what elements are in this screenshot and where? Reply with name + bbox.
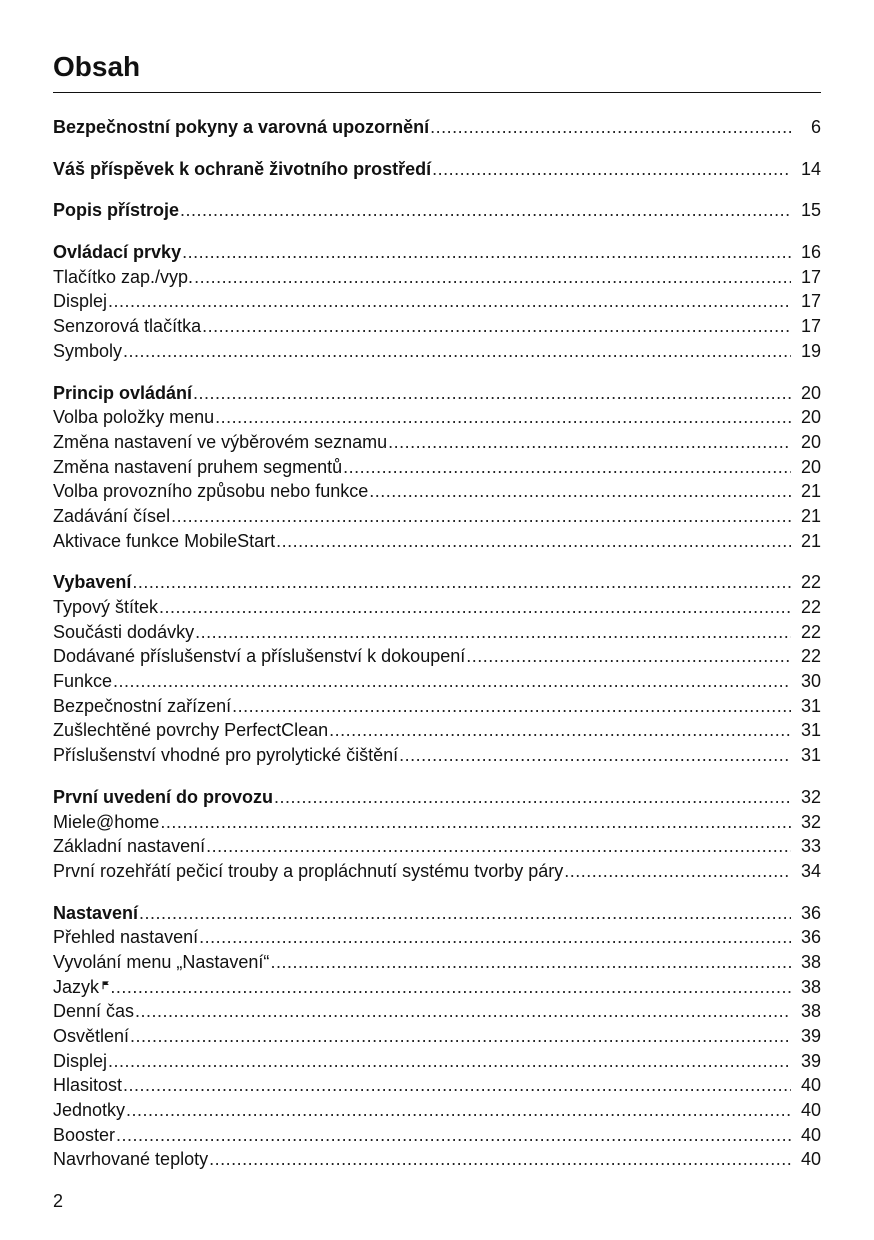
dot-leader xyxy=(108,1049,791,1074)
dot-leader xyxy=(180,198,791,223)
toc-page-number: 31 xyxy=(800,720,821,741)
toc-entry-label: Změna nastavení pruhem segmentů xyxy=(53,456,343,477)
toc-heading-entry[interactable] xyxy=(53,157,821,182)
dot-leader xyxy=(202,314,791,339)
toc-page-number: 22 xyxy=(800,572,821,593)
dot-leader xyxy=(159,595,791,620)
toc-page-number: 17 xyxy=(800,316,821,337)
toc-page-number: 21 xyxy=(800,505,821,526)
toc-section xyxy=(53,198,821,223)
toc-entry[interactable] xyxy=(53,718,821,743)
dot-leader xyxy=(343,455,791,480)
toc-entry-label: Součásti dodávky xyxy=(53,621,195,642)
toc-entry-label: Senzorová tlačítka xyxy=(53,316,202,337)
toc-entry[interactable] xyxy=(53,1049,821,1074)
toc-entry-label: Vyvolání menu „Nastavení“ xyxy=(53,951,270,972)
toc-page-number: 39 xyxy=(800,1026,821,1046)
toc-page-number: 22 xyxy=(800,646,821,667)
toc-entry[interactable] xyxy=(53,430,821,455)
page-title: Obsah xyxy=(53,51,141,82)
toc-section xyxy=(53,570,821,768)
toc-entry-label: Symboly xyxy=(53,340,123,361)
title-divider xyxy=(53,92,821,93)
toc-page-number: 31 xyxy=(800,695,821,716)
toc-entry-label: Denní čas xyxy=(53,1001,135,1022)
dot-leader xyxy=(182,240,791,265)
toc-section xyxy=(53,785,821,884)
toc-page-number: 39 xyxy=(800,1050,821,1071)
toc-entry[interactable] xyxy=(53,644,821,669)
toc-section xyxy=(53,115,821,140)
dot-leader xyxy=(329,718,791,743)
toc-entry[interactable] xyxy=(53,595,821,620)
toc-page-number: 21 xyxy=(800,481,821,502)
dot-leader xyxy=(108,289,791,314)
dot-leader xyxy=(399,743,791,768)
toc-entry[interactable] xyxy=(53,405,821,430)
toc-heading-entry[interactable] xyxy=(53,570,821,595)
dot-leader xyxy=(430,115,791,140)
dot-leader xyxy=(276,529,791,554)
dot-leader xyxy=(113,669,791,694)
toc-entry[interactable] xyxy=(53,694,821,719)
toc-heading-entry[interactable] xyxy=(53,240,821,265)
toc-entry-label: Změna nastavení ve výběrovém seznamu xyxy=(53,431,388,452)
toc-page-number: 17 xyxy=(800,266,821,287)
toc-entry-label: Zušlechtěné povrchy PerfectClean xyxy=(53,720,329,741)
dot-leader xyxy=(132,570,791,595)
toc-page-number: 40 xyxy=(800,1149,821,1170)
toc-entry-label: Bezpečnostní zařízení xyxy=(53,695,232,716)
toc-entry[interactable] xyxy=(53,314,821,339)
toc-page-number: 16 xyxy=(800,242,821,263)
dot-leader xyxy=(126,1098,791,1123)
page-number: 2 xyxy=(53,1191,64,1211)
toc-entry[interactable] xyxy=(53,1024,821,1049)
toc-entry-label: Základní nastavení xyxy=(53,836,206,857)
toc-entry[interactable] xyxy=(53,529,821,554)
dot-leader xyxy=(215,405,791,430)
toc-heading-entry[interactable] xyxy=(53,381,821,406)
dot-leader xyxy=(274,785,791,810)
toc-heading-entry[interactable] xyxy=(53,785,821,810)
toc-entry-label: Bezpečnostní pokyny a varovná upozornění xyxy=(53,117,430,137)
toc-page-number: 21 xyxy=(800,530,821,551)
toc-page-number: 34 xyxy=(800,860,821,881)
dot-leader xyxy=(232,694,791,719)
toc-entry-label: Popis přístroje xyxy=(53,200,180,221)
toc-entry[interactable] xyxy=(53,975,821,1000)
toc-page-number: 38 xyxy=(800,951,821,972)
dot-leader xyxy=(193,381,791,406)
dot-leader xyxy=(116,1123,791,1148)
toc-entry-label: Vybavení xyxy=(53,572,132,593)
toc-entry[interactable] xyxy=(53,1147,821,1172)
toc-entry-label: Příslušenství vhodné pro pyrolytické čištění xyxy=(53,745,399,766)
toc-heading-entry[interactable] xyxy=(53,115,821,140)
toc-page-number: 6 xyxy=(810,117,821,137)
toc-page-number: 40 xyxy=(800,1124,821,1145)
dot-leader xyxy=(206,834,791,859)
toc-section xyxy=(53,157,821,182)
toc-page-number: 40 xyxy=(800,1075,821,1096)
toc-entry[interactable] xyxy=(53,455,821,480)
toc-entry-label: Displej xyxy=(53,291,108,312)
toc-entry[interactable] xyxy=(53,339,821,364)
dot-leader xyxy=(135,999,791,1024)
flag-icon xyxy=(102,977,109,993)
toc-page-number: 36 xyxy=(800,902,821,923)
toc-heading-entry[interactable] xyxy=(53,901,821,926)
toc-page-number: 14 xyxy=(800,158,821,179)
toc-page-number: 22 xyxy=(800,621,821,642)
toc-page-number: 22 xyxy=(800,597,821,617)
dot-leader xyxy=(388,430,791,455)
toc-entry[interactable] xyxy=(53,1073,821,1098)
dot-leader xyxy=(564,859,791,884)
toc-entry-label: Ovládací prvky xyxy=(53,242,182,263)
toc-page-number: 36 xyxy=(800,927,821,948)
dot-leader xyxy=(130,1024,791,1049)
toc-page-number: 20 xyxy=(800,456,821,477)
toc-entry[interactable] xyxy=(53,925,821,950)
dot-leader xyxy=(160,810,791,835)
toc-entry[interactable] xyxy=(53,669,821,694)
dot-leader xyxy=(123,1073,791,1098)
toc-entry[interactable] xyxy=(53,743,821,768)
dot-leader xyxy=(194,265,791,290)
toc-page-number: 15 xyxy=(800,200,821,221)
toc-entry-label: Miele@home xyxy=(53,811,160,832)
table-of-contents xyxy=(53,115,821,1189)
dot-leader xyxy=(199,925,791,950)
toc-entry-label: Váš příspěvek k ochraně životního prostředí xyxy=(53,158,432,179)
dot-leader xyxy=(369,479,791,504)
toc-entry-label: Displej xyxy=(53,1050,108,1071)
toc-section xyxy=(53,901,821,1173)
toc-entry-label: Volba položky menu xyxy=(53,407,215,428)
dot-leader xyxy=(139,901,791,926)
toc-page-number: 33 xyxy=(800,836,821,857)
toc-entry-label: Jazyk xyxy=(53,976,100,997)
toc-page-number: 19 xyxy=(800,340,821,361)
toc-section xyxy=(53,381,821,554)
dot-leader xyxy=(195,620,791,645)
toc-page-number: 20 xyxy=(800,431,821,452)
toc-entry-label: Tlačítko zap./vyp. xyxy=(53,266,194,287)
toc-entry-label: Nastavení xyxy=(53,902,139,923)
toc-entry-label: Hlasitost xyxy=(53,1075,123,1096)
toc-entry[interactable] xyxy=(53,504,821,529)
toc-entry[interactable] xyxy=(53,999,821,1024)
toc-page-number: 32 xyxy=(800,786,821,807)
toc-entry[interactable] xyxy=(53,479,821,504)
toc-entry-label: Princip ovládání xyxy=(53,382,193,403)
toc-entry-label: Jednotky xyxy=(53,1100,126,1121)
toc-entry[interactable] xyxy=(53,265,821,290)
toc-entry-label: Zadávání čísel xyxy=(53,505,171,526)
toc-entry[interactable] xyxy=(53,834,821,859)
toc-heading-entry[interactable] xyxy=(53,198,821,223)
dot-leader xyxy=(270,950,791,975)
toc-page-number: 31 xyxy=(800,745,821,766)
toc-entry[interactable] xyxy=(53,810,821,835)
toc-page-number: 20 xyxy=(800,382,821,403)
toc-entry-label: Dodávané příslušenství a příslušenství k dokoupení xyxy=(53,646,466,667)
toc-entry-label: Navrhované teploty xyxy=(53,1149,209,1170)
dot-leader xyxy=(466,644,791,669)
toc-entry[interactable] xyxy=(53,1123,821,1148)
toc-entry-label: Funkce xyxy=(53,671,113,692)
toc-entry-label: Typový štítek xyxy=(53,597,159,617)
toc-page-number: 40 xyxy=(800,1100,821,1121)
toc-entry-label: První uvedení do provozu xyxy=(53,786,274,807)
dot-leader xyxy=(209,1147,791,1172)
toc-entry[interactable] xyxy=(53,859,821,884)
toc-entry-label: Přehled nastavení xyxy=(53,927,199,948)
toc-page-number: 38 xyxy=(800,1001,821,1022)
toc-entry[interactable] xyxy=(53,620,821,645)
toc-page-number: 38 xyxy=(800,976,821,997)
toc-entry[interactable] xyxy=(53,289,821,314)
toc-page-number: 17 xyxy=(800,291,821,312)
toc-entry-label: Booster xyxy=(53,1124,116,1145)
toc-entry[interactable] xyxy=(53,1098,821,1123)
toc-entry-label: Volba provozního způsobu nebo funkce xyxy=(53,481,369,502)
toc-entry-label: Osvětlení xyxy=(53,1026,130,1046)
dot-leader xyxy=(123,339,791,364)
dot-leader xyxy=(171,504,791,529)
toc-section xyxy=(53,240,821,363)
dot-leader xyxy=(432,157,791,182)
toc-entry-label: Aktivace funkce MobileStart xyxy=(53,530,276,551)
toc-entry-label: První rozehřátí pečicí trouby a propláchnutí systému tvorby páry xyxy=(53,860,564,881)
dot-leader xyxy=(110,975,791,1000)
toc-entry[interactable] xyxy=(53,950,821,975)
toc-page-number: 20 xyxy=(800,407,821,428)
toc-page-number: 32 xyxy=(800,811,821,832)
toc-page-number: 30 xyxy=(800,671,821,692)
